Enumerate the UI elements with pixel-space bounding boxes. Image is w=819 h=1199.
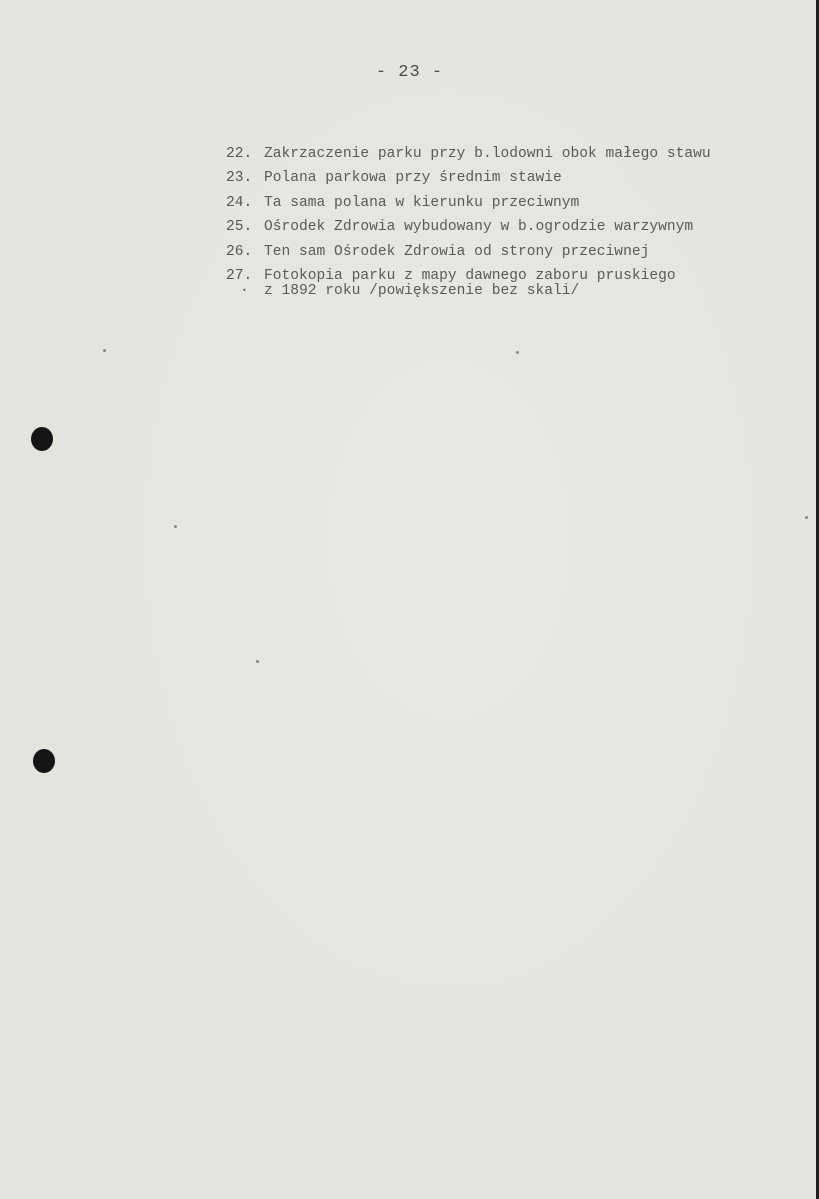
- paper-speck: [174, 525, 177, 528]
- item-text: Polana parkowa przy średnim stawie: [264, 170, 562, 187]
- list-item: [226, 142, 806, 166]
- item-number: 27.: [226, 268, 253, 285]
- paper-speck: [516, 351, 519, 354]
- item-text: Ta sama polana w kierunku przeciwnym: [264, 194, 580, 211]
- continuation-bullet: ·: [240, 283, 249, 300]
- punch-hole: [31, 427, 53, 451]
- paper-speck: [103, 349, 106, 352]
- item-number: 22.: [226, 146, 253, 162]
- item-number: 26.: [226, 243, 253, 260]
- item-text: Ośrodek Zdrowia wybudowany w b.ogrodzie warzywnym: [264, 219, 694, 236]
- page-number: - 23 -: [375, 63, 444, 82]
- punch-hole: [33, 749, 55, 773]
- item-number: 23.: [226, 170, 253, 187]
- list-item: [226, 191, 806, 215]
- paper-speck: [805, 516, 808, 519]
- list-item-continuation: [226, 285, 806, 298]
- list-item: [226, 240, 806, 264]
- caption-list: [226, 142, 806, 298]
- item-text: Fotokopia parku z mapy dawnego zaboru pruskiego: [264, 268, 676, 285]
- item-number: 25.: [226, 219, 253, 236]
- item-text: Ten sam Ośrodek Zdrowia od strony przeciwnej: [264, 243, 650, 260]
- list-item: [226, 215, 806, 239]
- list-item: [226, 166, 806, 190]
- paper-speck: [256, 660, 259, 663]
- item-text: Zakrzaczenie parku przy b.lodowni obok małego stawu: [264, 146, 711, 162]
- item-number: 24.: [226, 194, 253, 211]
- item-text: z 1892 roku /powiększenie bez skali/: [264, 283, 580, 300]
